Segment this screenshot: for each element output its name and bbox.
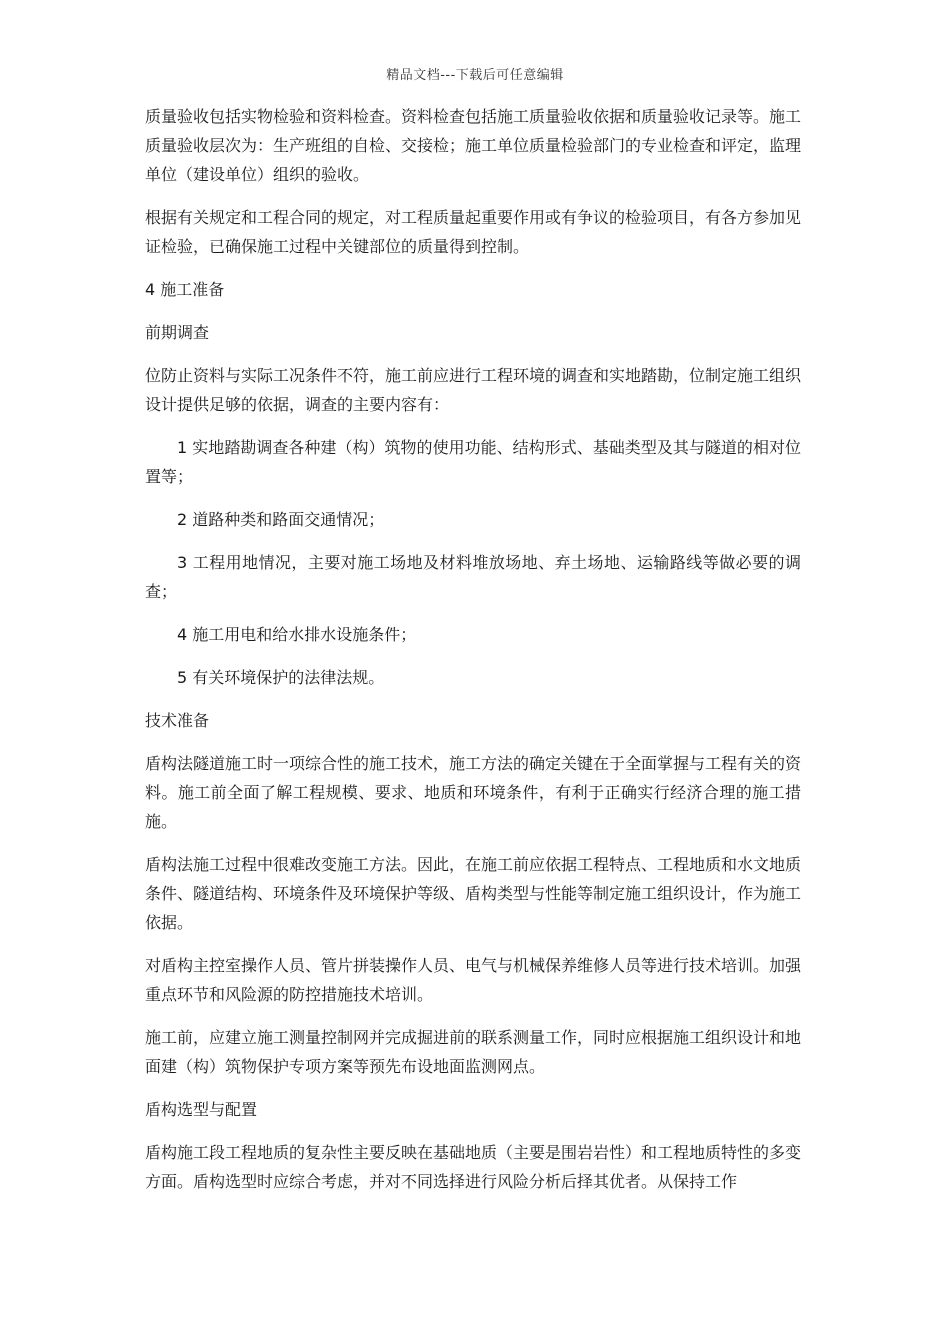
list-item-survey-4: 4 施工用电和给水排水设施条件； (177, 625, 417, 644)
list-item-survey-5: 5 有关环境保护的法律法规。 (177, 668, 385, 687)
paragraph-witness-inspection: 根据有关规定和工程合同的规定，对工程质量起重要作用或有争议的检验项目，有各方参加见证检验，已确保施工过程中关键部位的质量得到控制。 (145, 208, 802, 256)
subsection-heading-technical-prep: 技术准备 (145, 711, 210, 730)
paragraph-survey-intro: 位防止资料与实际工况条件不符，施工前应进行工程环境的调查和实地踏勘，位制定施工组织设计提供足够的依据，调查的主要内容有： (145, 366, 802, 414)
paragraph-shield-technique: 盾构法隧道施工时一项综合性的施工技术，施工方法的确定关键在于全面掌握与工程有关的资料。施工前全面了解工程规模、要求、地质和环境条件，有利于正确实行经济合理的施工措施。 (145, 754, 802, 831)
paragraph-construction-plan: 盾构法施工过程中很难改变施工方法。因此，在施工前应依据工程特点、工程地质和水文地质条件、隧道结构、环境条件及环境保护等级、盾构类型与性能等制定施工组织设计，作为施工依据。 (145, 855, 802, 932)
document-body (145, 102, 801, 1210)
section-heading-construction-prep: 4 施工准备 (145, 280, 225, 299)
paragraph-quality-acceptance: 质量验收包括实物检验和资料检查。资料检查包括施工质量验收依据和质量验收记录等。施工质量验收层次为：生产班组的自检、交接检；施工单位质量检验部门的专业检查和评定，监理单位（建设单位）组织的验收。 (145, 107, 802, 184)
list-item-survey-2: 2 道路种类和路面交通情况； (177, 510, 385, 529)
subsection-heading-shield-selection: 盾构选型与配置 (145, 1100, 258, 1119)
list-item-survey-3: 3 工程用地情况，主要对施工场地及材料堆放场地、弃土场地、运输路线等做必要的调查； (145, 553, 801, 601)
paragraph-survey-control: 施工前，应建立施工测量控制网并完成掘进前的联系测量工作，同时应根据施工组织设计和地面建（构）筑物保护专项方案等预先布设地面监测网点。 (145, 1028, 802, 1076)
subsection-heading-preliminary-survey: 前期调查 (145, 323, 210, 342)
paragraph-shield-selection: 盾构施工段工程地质的复杂性主要反映在基础地质（主要是围岩岩性）和工程地质特性的多变方面。盾构选型时应综合考虑，并对不同选择进行风险分析后择其优者。从保持工作 (145, 1143, 802, 1191)
list-item-survey-1: 1 实地踏勘调查各种建（构）筑物的使用功能、结构形式、基础类型及其与隧道的相对位置等； (145, 438, 801, 486)
page-header: 精品文档---下载后可任意编辑 (386, 68, 564, 83)
paragraph-training: 对盾构主控室操作人员、管片拼装操作人员、电气与机械保养维修人员等进行技术培训。加强重点环节和风险源的防控措施技术培训。 (145, 956, 802, 1004)
